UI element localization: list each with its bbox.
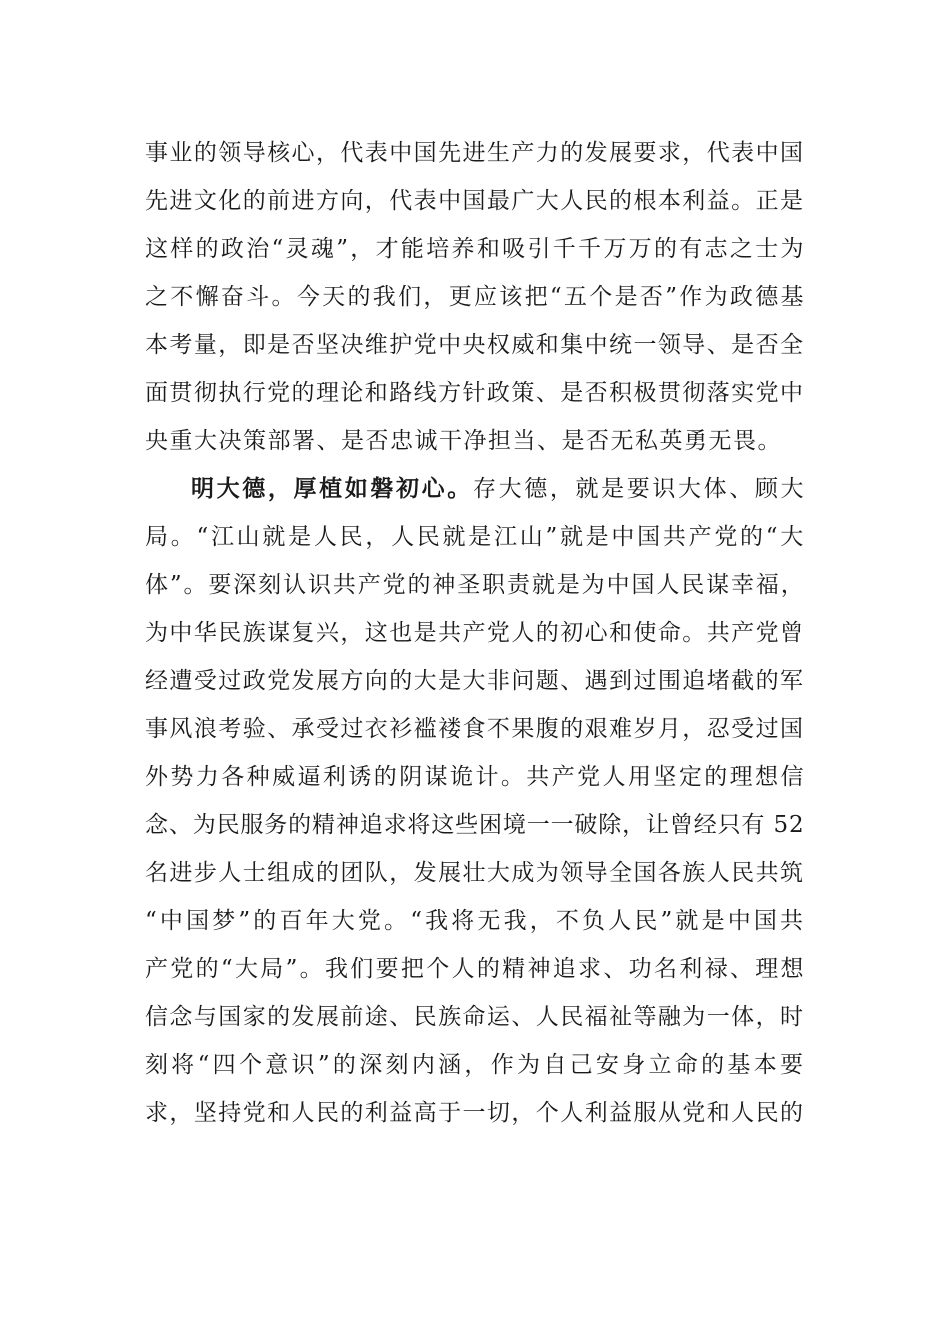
text-line: [145, 426, 805, 456]
line-text: 名进步人士组成的团队，发展壮大成为领导全国各族人民共筑: [145, 860, 805, 886]
line-text: 求，坚持党和人民的利益高于一切，个人利益服从党和人民的: [145, 1100, 805, 1126]
text-line: [145, 186, 805, 216]
text-line: [145, 282, 805, 312]
line-text: 体”。要深刻认识共产党的神圣职责就是为中国人民谋幸福，: [145, 572, 806, 598]
text-line: [145, 666, 805, 696]
text-line: [145, 1098, 805, 1128]
line-text: “中国梦”的百年大党。“我将无我，不负人民”就是中国共: [145, 908, 807, 934]
line-text: 外势力各种威逼利诱的阴谋诡计。共产党人用坚定的理想信: [145, 764, 806, 790]
text-line: [145, 618, 805, 648]
text-line: [145, 1050, 805, 1080]
line-text: 这样的政治“灵魂”，才能培养和吸引千千万万的有志之士为: [145, 236, 806, 262]
line-text: 央重大决策部署、是否忠诚干净担当、是否无私英勇无畏。: [145, 428, 782, 454]
text-line: [145, 234, 805, 264]
text-line: [145, 762, 805, 792]
line-text: 之不懈奋斗。今天的我们，更应该把“五个是否”作为政德基: [145, 284, 806, 310]
line-text: 念、为民服务的精神追求将这些困境一一破除，让曾经只有 52: [145, 812, 805, 838]
text-line: [145, 522, 805, 552]
text-line: [145, 714, 805, 744]
text-line: [145, 378, 805, 408]
text-line: [145, 1002, 805, 1032]
text-line: [145, 810, 805, 840]
text-line: [145, 570, 805, 600]
line-text: 经遭受过政党发展方向的大是大非问题、遇到过围追堵截的军: [145, 668, 805, 694]
line-text: 产党的“大局”。我们要把个人的精神追求、功名利禄、理想: [145, 956, 806, 982]
paragraph-heading: 明大德，厚植如磐初心。: [191, 475, 473, 502]
text-line: [145, 954, 805, 984]
text-line: [145, 138, 805, 168]
text-line: [145, 330, 805, 360]
line-text: 存大德，就是要识大体、顾大: [472, 476, 807, 502]
text-line: [191, 474, 805, 504]
line-text: 为中华民族谋复兴，这也是共产党人的初心和使命。共产党曾: [145, 620, 805, 646]
line-text: 刻将“四个意识”的深刻内涵，作为自己安身立命的基本要: [145, 1052, 807, 1078]
line-text: 信念与国家的发展前途、民族命运、人民福祉等融为一体，时: [145, 1004, 805, 1030]
line-text: 先进文化的前进方向，代表中国最广大人民的根本利益。正是: [145, 188, 805, 214]
line-text: 事风浪考验、承受过衣衫褴褛食不果腹的艰难岁月，忍受过国: [145, 716, 805, 742]
line-text: 事业的领导核心，代表中国先进生产力的发展要求，代表中国: [145, 140, 805, 166]
text-line: [145, 858, 805, 888]
line-text: 面贯彻执行党的理论和路线方针政策、是否积极贯彻落实党中: [145, 380, 805, 406]
line-text: 本考量，即是否坚决维护党中央权威和集中统一领导、是否全: [145, 332, 805, 358]
text-line: [145, 906, 805, 936]
line-text: 局。“江山就是人民，人民就是江山”就是中国共产党的“大: [145, 524, 807, 550]
